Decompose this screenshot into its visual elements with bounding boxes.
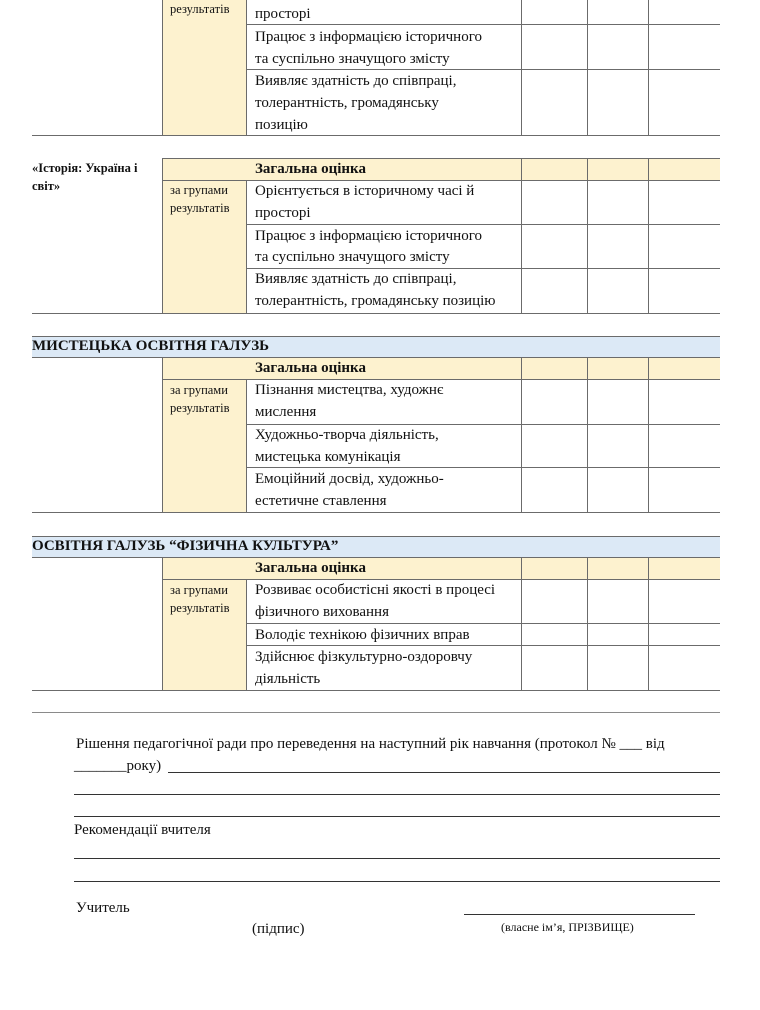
criterion-text: Розвиває особистісні якості в процесі — [255, 582, 496, 598]
criterion-text: та суспільно значущого змісту — [255, 51, 450, 67]
overall-grade-label: Загальна оцінка — [255, 161, 366, 177]
criterion-text: Виявляє здатність до співпраці, — [255, 73, 457, 89]
criterion-text: Здійснює фізкультурно-оздоровчу — [255, 649, 473, 665]
decision-fill-line[interactable] — [74, 816, 720, 817]
name-fill-line[interactable] — [464, 914, 695, 915]
criterion-text: мистецька комунікація — [255, 449, 401, 465]
criterion-text: та суспільно значущого змісту — [255, 249, 450, 265]
criterion-text: діяльність — [255, 671, 321, 687]
criterion-text: Володіє технікою фізичних вправ — [255, 627, 470, 643]
decision-text: Рішення педагогічної ради про переведення на наступний рік навчання (протокол № ___ від — [76, 736, 665, 752]
recommendations-fill-line[interactable] — [74, 858, 720, 859]
criterion-text: Художньо-творча діяльність, — [255, 427, 439, 443]
section-title: МИСТЕЦЬКА ОСВІТНЯ ГАЛУЗЬ — [32, 338, 270, 354]
criterion-text: Пізнання мистецтва, художнє — [255, 382, 444, 398]
criterion-text: мислення — [255, 404, 317, 420]
teacher-label: Учитель — [76, 900, 130, 916]
signature-caption: (підпис) — [252, 921, 305, 937]
decision-fill-line[interactable] — [74, 794, 720, 795]
decision-text-year: _______року) — [74, 758, 162, 774]
criterion-text: толерантність, громадянську — [255, 95, 439, 111]
criterion-text: просторі — [255, 205, 311, 221]
criterion-text: Виявляє здатність до співпраці, — [255, 271, 457, 287]
criterion-text: позицію — [255, 117, 308, 133]
recommendations-fill-line[interactable] — [74, 881, 720, 882]
name-caption: (власне ім’я, ПРІЗВИЩЕ) — [501, 920, 634, 934]
criterion-text: Орієнтується в історичному часі й — [255, 183, 475, 199]
decision-fill-line[interactable] — [168, 772, 720, 773]
criterion-text: естетичне ставлення — [255, 493, 387, 509]
subject-name: «Історія: Україна і світ» — [32, 161, 138, 193]
criterion-text: Працює з інформацією історичного — [255, 29, 482, 45]
overall-row-bg — [162, 158, 720, 180]
criterion-text: Емоційний досвід, художньо- — [255, 471, 444, 487]
group-label: за групами результатів — [170, 383, 230, 415]
overall-row-bg — [162, 557, 720, 579]
criterion-text: Працює з інформацією історичного — [255, 228, 482, 244]
section-title: ОСВІТНЯ ГАЛУЗЬ “ФІЗИЧНА КУЛЬТУРА” — [32, 538, 339, 554]
overall-grade-label: Загальна оцінка — [255, 560, 366, 576]
group-label: за групами результатів — [170, 583, 230, 615]
recommendations-label: Рекомендації вчителя — [74, 822, 211, 838]
group-label: за групами результатів — [170, 183, 230, 215]
group-cell-bg — [162, 0, 246, 135]
group-label: результатів — [170, 2, 230, 16]
overall-row-bg — [162, 357, 720, 379]
criterion-text: просторі — [255, 6, 311, 22]
criterion-text: толерантність, громадянську позицію — [255, 293, 496, 309]
overall-grade-label: Загальна оцінка — [255, 360, 366, 376]
criterion-text: фізичного виховання — [255, 604, 389, 620]
